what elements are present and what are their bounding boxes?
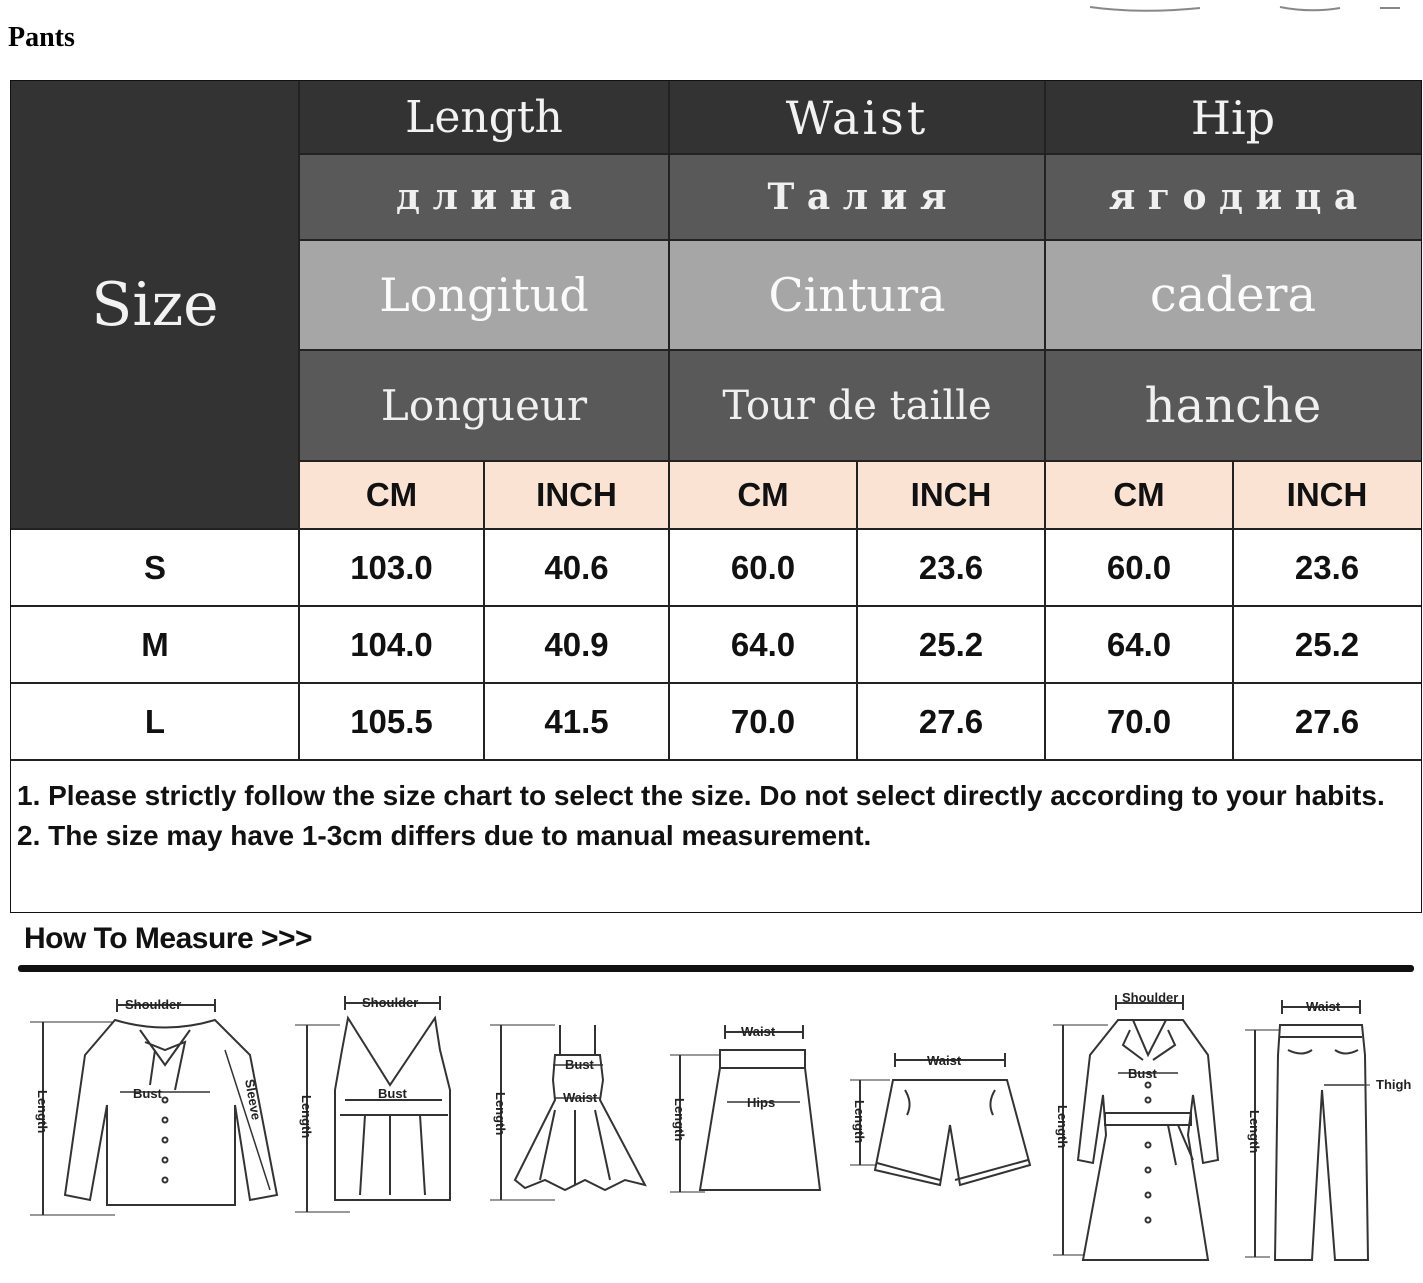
cell-value: 104.0	[350, 625, 433, 663]
table-cell	[484, 606, 669, 683]
unit-inch-hip	[1233, 461, 1421, 529]
table-cell	[1045, 683, 1233, 760]
size-value: S	[143, 548, 166, 586]
col-length-en-label: Length	[405, 92, 563, 143]
col-length-es-label: Longitud	[379, 268, 589, 322]
table-cell	[1233, 606, 1421, 683]
label-length: Length	[1055, 1105, 1070, 1149]
table-cell	[1045, 606, 1233, 683]
col-length-ru-label: д л и н а	[396, 176, 572, 218]
table-cell	[484, 683, 669, 760]
how-to-measure-title: How To Measure >>>	[24, 922, 313, 955]
cell-value: 64.0	[730, 625, 796, 663]
cell-value: 27.6	[918, 702, 984, 740]
col-hip-es	[1045, 240, 1421, 350]
label-bust: Bust	[1128, 1066, 1157, 1081]
unit-inch-waist	[857, 461, 1045, 529]
col-waist-ru	[669, 154, 1045, 240]
note-2: 2. The size may have 1-3cm differs due to manual measurement.	[17, 820, 872, 851]
grid-line	[856, 461, 858, 760]
grid-line	[1232, 461, 1234, 760]
label-waist: Waist	[563, 1090, 598, 1105]
table-cell	[299, 606, 484, 683]
grid-line	[11, 605, 1421, 607]
cell-value: 70.0	[1106, 702, 1172, 740]
size-value: L	[144, 702, 166, 740]
col-hip-es-label: cadera	[1149, 267, 1317, 323]
grid-line	[11, 528, 1421, 530]
col-length-fr	[299, 350, 669, 461]
grid-line	[299, 239, 1421, 241]
shorts-icon	[845, 1045, 1035, 1190]
table-cell	[1045, 529, 1233, 606]
cell-value: 40.6	[544, 548, 609, 586]
cell-value: 40.9	[544, 625, 609, 663]
label-shoulder: Shoulder	[125, 997, 182, 1012]
grid-line	[11, 682, 1421, 684]
skirt-icon	[665, 1020, 830, 1200]
table-cell	[857, 606, 1045, 683]
pants-icon	[1240, 995, 1415, 1265]
col-hip-en-label: Hip	[1190, 90, 1276, 145]
table-cell	[484, 529, 669, 606]
col-length-fr-label: Longueur	[380, 381, 588, 430]
page-title: Pants	[8, 22, 75, 53]
unit-cm-hip	[1045, 461, 1233, 529]
cell-value: 27.6	[1294, 702, 1360, 740]
label-waist: Waist	[927, 1053, 962, 1068]
label-length: Length	[672, 1098, 687, 1142]
label-shoulder: Shoulder	[362, 995, 419, 1010]
grid-line	[1044, 81, 1046, 760]
col-waist-fr-label: Tour de taille	[722, 382, 992, 429]
col-length-es	[299, 240, 669, 350]
label-bust: Bust	[565, 1057, 594, 1072]
cell-value: 41.5	[544, 702, 609, 740]
table-cell	[669, 606, 857, 683]
sundress-icon	[485, 1020, 655, 1210]
grid-line	[483, 461, 485, 760]
label-sleeve: Sleeve	[242, 1077, 264, 1122]
size-value: M	[141, 625, 169, 663]
cell-value: 103.0	[350, 548, 433, 586]
cell-value: 64.0	[1106, 625, 1172, 663]
col-waist-en	[669, 81, 1045, 154]
label-hips: Hips	[747, 1095, 776, 1110]
col-hip-ru-label: я г о д и ц а	[1108, 176, 1358, 218]
cell-value: 23.6	[1294, 548, 1360, 586]
label-bust: Bust	[133, 1086, 162, 1101]
unit-label: INCH	[536, 476, 617, 513]
label-bust: Bust	[378, 1086, 407, 1101]
label-length: Length	[299, 1095, 314, 1139]
grid-line	[298, 81, 300, 760]
col-waist-ru-label: Т а л и я	[767, 176, 947, 218]
row-size-s	[11, 529, 299, 606]
label-length: Length	[1247, 1110, 1262, 1154]
col-hip-fr	[1045, 350, 1421, 461]
unit-label: CM	[365, 476, 418, 513]
unit-label: INCH	[1286, 476, 1368, 513]
label-thigh: Thigh	[1376, 1077, 1412, 1092]
label-shoulder: Shoulder	[1122, 990, 1179, 1005]
grid-line	[11, 759, 1421, 761]
col-waist-es	[669, 240, 1045, 350]
unit-label: INCH	[910, 476, 992, 513]
unit-inch-length	[484, 461, 669, 529]
data-rows	[11, 529, 1421, 759]
size-header-label: Size	[91, 270, 219, 340]
section-divider	[18, 965, 1414, 972]
col-length-ru	[299, 154, 669, 240]
blouse-icon	[25, 990, 290, 1225]
col-waist-es-label: Cintura	[768, 268, 946, 322]
cell-value: 70.0	[730, 702, 796, 740]
unit-label: CM	[737, 476, 789, 513]
label-length: Length	[852, 1100, 867, 1144]
col-hip-en	[1045, 81, 1421, 154]
table-cell	[299, 529, 484, 606]
col-hip-ru	[1045, 154, 1421, 240]
grid-line	[299, 153, 1421, 155]
label-waist: Waist	[1306, 999, 1341, 1014]
top-image-fragment	[1080, 0, 1410, 8]
size-header	[11, 81, 299, 529]
label-length: Length	[35, 1090, 50, 1134]
coat-dress-icon	[1048, 985, 1228, 1265]
col-length-en	[299, 81, 669, 154]
cell-value: 25.2	[918, 625, 984, 663]
grid-line	[299, 460, 1421, 462]
unit-cm-waist	[669, 461, 857, 529]
row-size-m	[11, 606, 299, 683]
table-cell	[1233, 529, 1421, 606]
cell-value: 60.0	[1106, 548, 1172, 586]
grid-line	[299, 349, 1421, 351]
row-size-l	[11, 683, 299, 760]
cell-value: 105.5	[350, 702, 433, 740]
label-length: Length	[493, 1092, 508, 1136]
unit-cm-length	[299, 461, 484, 529]
table-cell	[857, 529, 1045, 606]
size-chart-table	[10, 80, 1422, 913]
table-cell	[299, 683, 484, 760]
col-hip-fr-label: hanche	[1144, 377, 1322, 434]
label-waist: Waist	[741, 1024, 776, 1039]
unit-label: CM	[1113, 476, 1165, 513]
grid-line	[668, 81, 670, 760]
size-notes	[17, 776, 1412, 856]
table-cell	[857, 683, 1045, 760]
cell-value: 23.6	[918, 548, 984, 586]
table-cell	[669, 683, 857, 760]
cell-value: 60.0	[730, 548, 796, 586]
col-waist-en-label: Waist	[785, 90, 929, 145]
table-cell	[1233, 683, 1421, 760]
note-1: 1. Please strictly follow the size chart to select the size. Do not select directly according to your habits.	[17, 780, 1385, 811]
tank-top-icon	[290, 990, 470, 1225]
table-cell	[669, 529, 857, 606]
cell-value: 25.2	[1294, 625, 1360, 663]
col-waist-fr	[669, 350, 1045, 461]
